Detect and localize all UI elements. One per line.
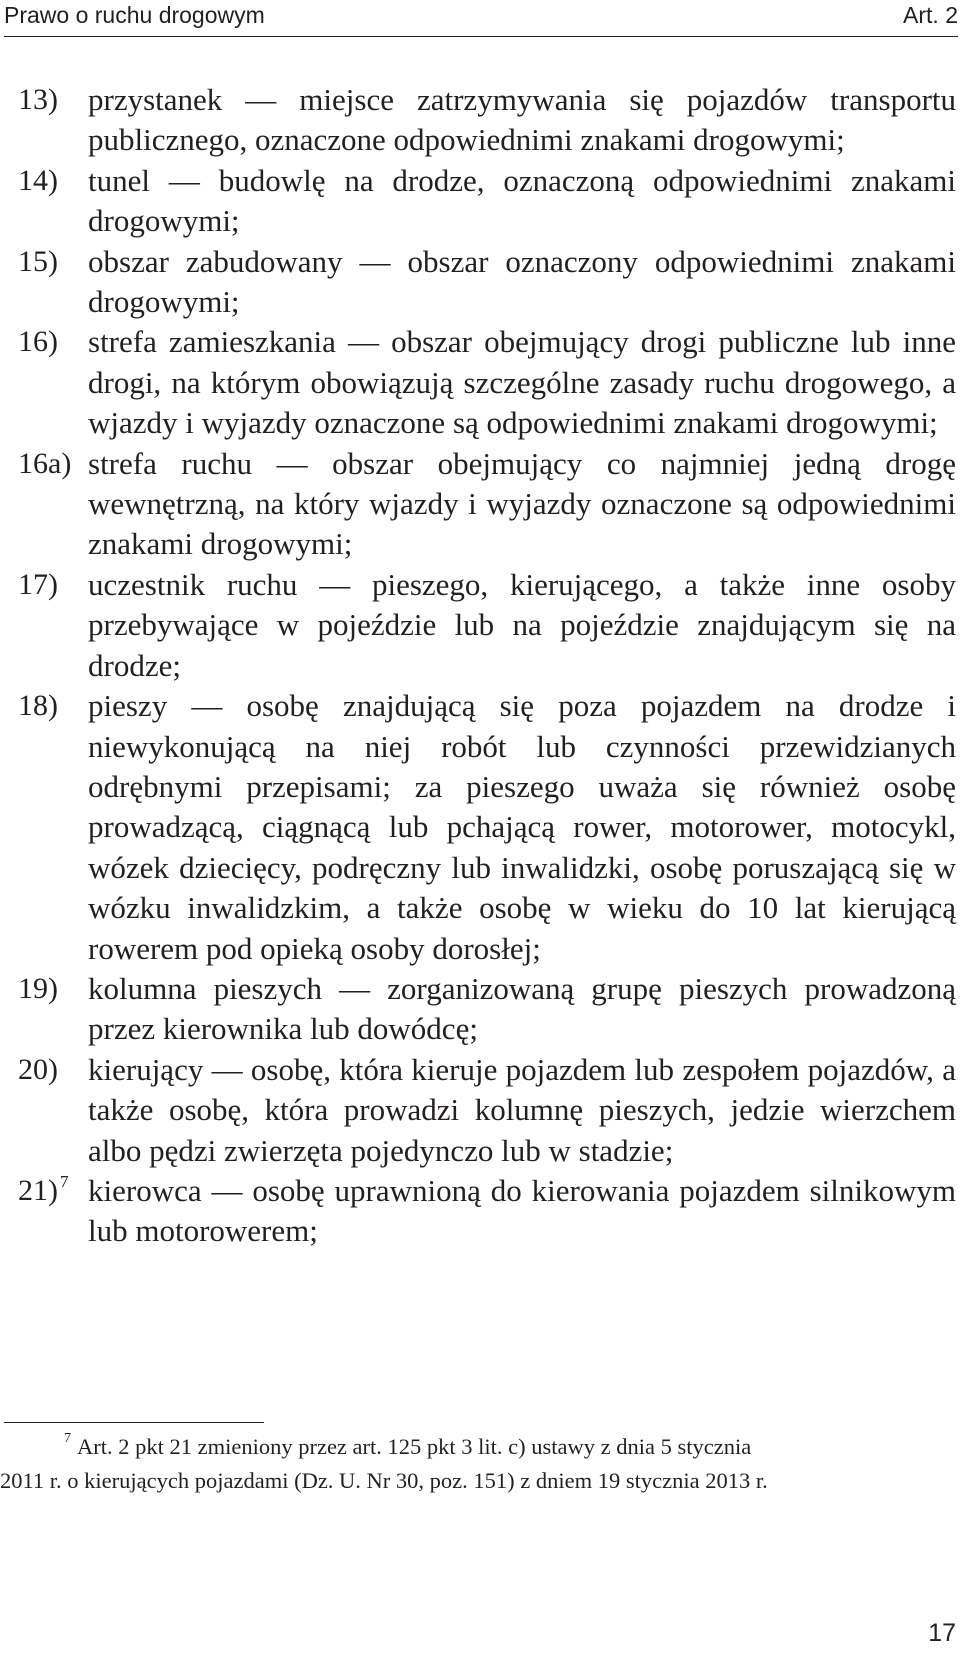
running-header-article: Art. 2: [903, 2, 958, 28]
list-item: [0, 969, 960, 1050]
list-item: [0, 161, 960, 242]
item-number: 15): [18, 244, 58, 278]
item-number: 13): [18, 83, 58, 116]
footnote-text-line2: 2011 r. o kierujących pojazdami (Dz. U. Nr 30, poz. 151) z dniem 19 stycznia 2013 r.: [0, 1468, 768, 1493]
item-text: strefa ruchu — obszar obejmujący co najmniej jedną drogę wewnętrzną, na który wjazdy i wyjazdy oznaczone są odpowiednimi znakami drogowymi;: [88, 445, 956, 562]
list-item: [0, 565, 960, 686]
list-item: [0, 242, 960, 323]
item-number: [0, 1171, 88, 1252]
item-text: uczestnik ruchu — pieszego, kierującego, a także inne osoby przebywające w pojeździe lub na pojeździe znajdującym się na drodze;: [88, 566, 956, 683]
item-text: kolumna pieszych — zorganizowaną grupę pieszych prowadzoną przez kierownika lub dowódcę;: [88, 970, 956, 1047]
running-header-title: Prawo o ruchu drogowym: [4, 2, 265, 28]
list-item: [0, 444, 960, 565]
footnote-marker: 7: [64, 1431, 71, 1446]
item-number: 17): [18, 567, 58, 601]
item-number: 14): [18, 163, 58, 197]
item-text: przystanek — miejsce zatrzymywania się pojazdów transportu publicznego, oznaczone odpowiednimi znakami drogowymi;: [88, 82, 956, 158]
list-item: [0, 686, 960, 969]
item-number: 16): [18, 325, 58, 359]
item-number: 20): [18, 1052, 58, 1086]
list-item: [0, 322, 960, 443]
item-text: pieszy — osobę znajdującą się poza pojazdem na drodze i niewykonującą na niej robót lub czynności przewidzianych odrębnymi przepisami; za pieszego uważa się również osobę prowadzącą, ciągnącą lub pchającą rower, motorower, motocykl, wózek dziecięcy, podręczny lub inwalidzki, osobę poruszającą się w wózku inwalidzkim, a także osobę w wieku do 10 lat kierującą rowerem pod opieką osoby dorosłej;: [88, 688, 956, 966]
footnote: [0, 1430, 958, 1498]
running-header: [4, 0, 958, 37]
item-number: 19): [18, 971, 58, 1005]
item-text: obszar zabudowany — obszar oznaczony odpowiednimi znakami drogowymi;: [88, 243, 956, 320]
item-number-value: 21): [18, 1173, 58, 1207]
footnote-text-line1: Art. 2 pkt 21 zmieniony przez art. 125 pkt 3 lit. c) ustawy z dnia 5 stycznia: [77, 1434, 752, 1459]
footnote-line: [0, 1464, 958, 1498]
definitions-list: [0, 80, 960, 1252]
footnote-reference[interactable]: 7: [60, 1171, 69, 1191]
list-item: [0, 1050, 960, 1171]
list-item: [0, 80, 960, 161]
item-text: tunel — budowlę na drodze, oznaczoną odpowiednimi znakami drogowymi;: [88, 162, 956, 239]
list-item: [0, 1171, 960, 1252]
item-number: 18): [18, 689, 58, 723]
item-text: strefa zamieszkania — obszar obejmujący drogi publiczne lub inne drogi, na którym obowiązują szczególne zasady ruchu drogowego, a wjazdy i wyjazdy oznaczone są odpowiednimi znakami drogowymi;: [88, 324, 956, 441]
item-number: 16a): [18, 446, 72, 480]
page-number: 17: [928, 1619, 956, 1647]
item-text: kierowca — osobę uprawnioną do kierowania pojazdem silnikowym lub motorowerem;: [88, 1172, 956, 1249]
footnote-line: [0, 1430, 958, 1464]
item-text: kierujący — osobę, która kieruje pojazdem lub zespołem pojazdów, a także osobę, która prowadzi kolumnę pieszych, jedzie wierzchem albo pędzi zwierzęta pojedynczo lub w stadzie;: [88, 1051, 956, 1168]
footnote-divider: [4, 1422, 264, 1423]
